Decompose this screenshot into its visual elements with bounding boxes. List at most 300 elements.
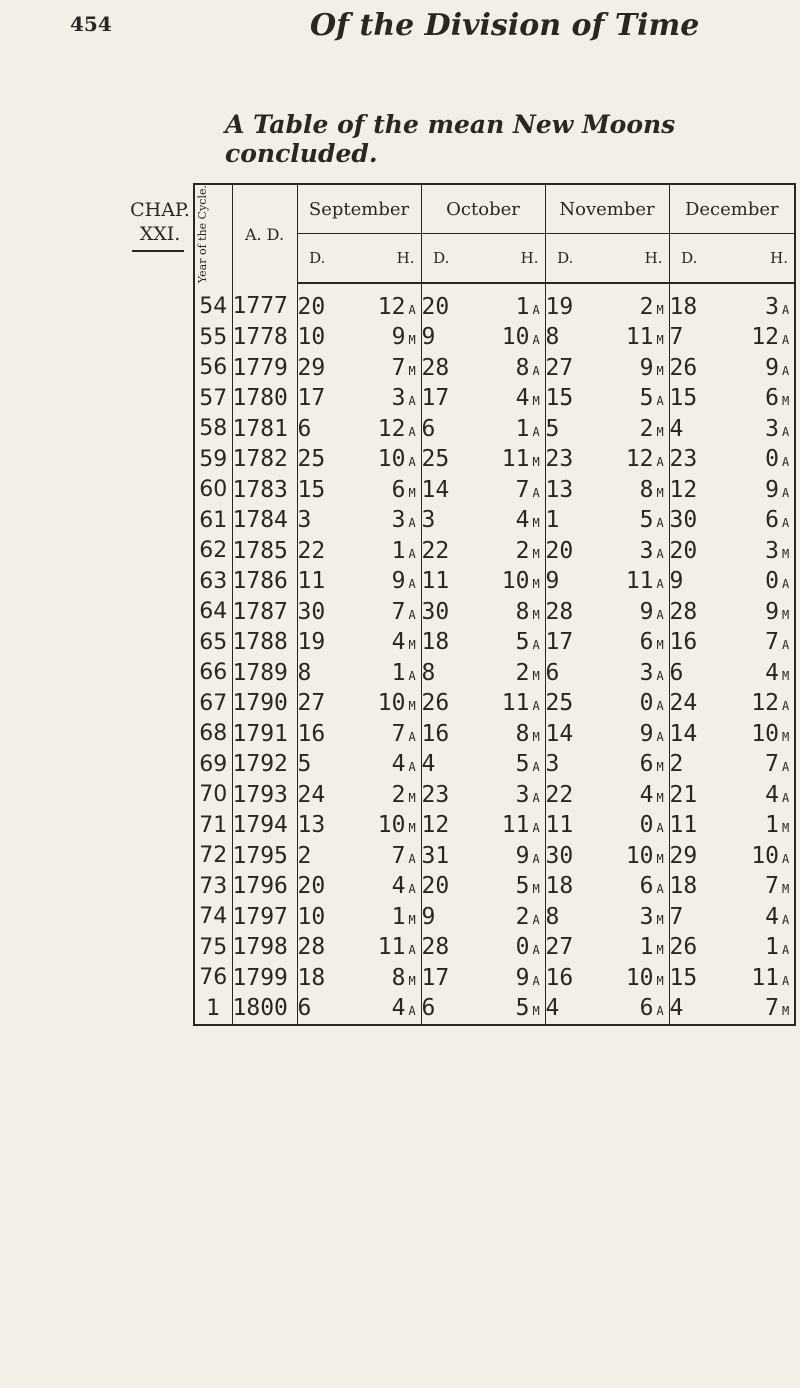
meridiem-marker: A	[532, 333, 540, 348]
hour-cell	[709, 994, 795, 1026]
hour-header: H.	[337, 234, 421, 284]
day-cell: 6	[421, 995, 436, 1022]
hour-value: 6	[639, 995, 654, 1022]
day-cell: 10	[297, 903, 326, 930]
hour-value: 9	[515, 842, 530, 869]
hour-cell	[461, 283, 545, 323]
day-cell: 26	[669, 934, 698, 961]
meridiem-marker: M	[408, 638, 416, 653]
day-cell: 14	[545, 720, 574, 747]
meridiem-marker: A	[532, 790, 540, 805]
hour-value: 4	[391, 751, 406, 778]
hour-value: 0	[765, 446, 780, 473]
day-cell: 17	[545, 629, 574, 656]
hour-value: 2	[391, 781, 406, 808]
meridiem-marker: A	[656, 546, 664, 561]
ad-year-cell: 1789	[232, 658, 297, 689]
table-row	[194, 384, 795, 415]
meridiem-marker: A	[782, 912, 790, 927]
day-cell: 12	[421, 812, 450, 839]
hour-value: 4	[765, 659, 780, 686]
hour-cell	[585, 689, 669, 720]
hour-value: 11	[501, 812, 530, 839]
hour-value: 1	[391, 903, 406, 930]
cycle-year-cell: 74	[194, 902, 232, 933]
hour-cell	[337, 933, 421, 964]
hour-value: 1	[391, 659, 406, 686]
day-header: D.	[669, 234, 709, 284]
hour-cell	[709, 811, 795, 842]
table-row	[194, 283, 795, 323]
table-row	[194, 902, 795, 933]
hour-cell	[709, 536, 795, 567]
meridiem-marker: M	[532, 882, 540, 897]
ad-year-cell: 1796	[232, 872, 297, 903]
day-cell: 23	[421, 781, 450, 808]
hour-value: 4	[765, 781, 780, 808]
hour-cell	[337, 283, 421, 323]
ad-year-cell: 1799	[232, 963, 297, 994]
day-cell: 6	[669, 659, 684, 686]
hour-cell	[337, 353, 421, 384]
hour-value: 11	[625, 324, 654, 351]
cycle-year-cell: 73	[194, 872, 232, 903]
day-cell: 18	[545, 873, 574, 900]
table-row	[194, 872, 795, 903]
day-cell: 11	[545, 812, 574, 839]
ad-header: A. D.	[232, 184, 297, 283]
hour-cell	[461, 841, 545, 872]
hour-cell	[337, 384, 421, 415]
hour-value: 11	[625, 568, 654, 595]
hour-value: 9	[515, 964, 530, 991]
hour-value: 10	[377, 812, 406, 839]
meridiem-marker: M	[408, 821, 416, 836]
meridiem-marker: A	[656, 882, 664, 897]
meridiem-marker: A	[782, 943, 790, 958]
ad-year-cell: 1780	[232, 384, 297, 415]
meridiem-marker: A	[408, 577, 416, 592]
cycle-year-cell: 65	[194, 628, 232, 659]
hour-value: 5	[515, 629, 530, 656]
hour-value: 2	[515, 537, 530, 564]
day-cell: 15	[669, 385, 698, 412]
meridiem-marker: M	[656, 760, 664, 775]
ad-year-cell: 1791	[232, 719, 297, 750]
meridiem-marker: A	[782, 333, 790, 348]
meridiem-marker: M	[532, 668, 540, 683]
meridiem-marker: A	[782, 973, 790, 988]
hour-value: 7	[765, 995, 780, 1022]
ad-year-cell: 1790	[232, 689, 297, 720]
meridiem-marker: A	[782, 516, 790, 531]
ad-year-cell: 1795	[232, 841, 297, 872]
day-cell: 27	[545, 934, 574, 961]
hour-value: 10	[377, 446, 406, 473]
hour-value: 10	[751, 842, 780, 869]
day-cell: 16	[545, 964, 574, 991]
day-cell: 15	[545, 385, 574, 412]
month-header-september: September	[297, 184, 421, 234]
meridiem-marker: A	[656, 699, 664, 714]
hour-cell	[461, 384, 545, 415]
hour-cell	[585, 506, 669, 537]
meridiem-marker: M	[656, 485, 664, 500]
hour-cell	[709, 567, 795, 598]
hour-value: 4	[391, 995, 406, 1022]
day-cell: 9	[421, 324, 436, 351]
hour-cell	[585, 445, 669, 476]
day-cell: 10	[297, 324, 326, 351]
hour-value: 3	[639, 903, 654, 930]
day-cell: 18	[669, 293, 698, 320]
hour-cell	[337, 872, 421, 903]
hour-value: 4	[391, 629, 406, 656]
meridiem-marker: A	[532, 912, 540, 927]
day-cell: 27	[297, 690, 326, 717]
hour-cell	[585, 384, 669, 415]
meridiem-marker: M	[656, 638, 664, 653]
hour-value: 7	[391, 720, 406, 747]
meridiem-marker: A	[656, 1004, 664, 1019]
meridiem-marker: M	[408, 973, 416, 988]
meridiem-marker: A	[782, 699, 790, 714]
day-cell: 25	[297, 446, 326, 473]
hour-value: 7	[515, 476, 530, 503]
day-cell: 22	[421, 537, 450, 564]
meridiem-marker: A	[408, 760, 416, 775]
day-cell: 21	[669, 781, 698, 808]
hour-cell	[709, 628, 795, 659]
hour-value: 10	[501, 324, 530, 351]
day-cell: 19	[297, 629, 326, 656]
hour-value: 4	[515, 507, 530, 534]
hour-value: 8	[515, 598, 530, 625]
meridiem-marker: A	[408, 455, 416, 470]
hour-value: 3	[391, 507, 406, 534]
meridiem-marker: M	[656, 943, 664, 958]
cycle-year-cell: 67	[194, 689, 232, 720]
chapter-rule	[132, 250, 184, 252]
hour-value: 9	[765, 476, 780, 503]
ad-year-cell: 1798	[232, 933, 297, 964]
meridiem-marker: M	[532, 1004, 540, 1019]
meridiem-marker: A	[656, 821, 664, 836]
day-cell: 20	[297, 873, 326, 900]
day-cell: 20	[421, 293, 450, 320]
hour-cell	[585, 750, 669, 781]
meridiem-marker: M	[656, 333, 664, 348]
hour-cell	[585, 658, 669, 689]
meridiem-marker: A	[782, 638, 790, 653]
day-cell: 23	[545, 446, 574, 473]
hour-cell	[337, 994, 421, 1026]
hour-value: 0	[639, 690, 654, 717]
meridiem-marker: A	[408, 1004, 416, 1019]
hour-cell	[585, 780, 669, 811]
hour-cell	[461, 689, 545, 720]
hour-value: 6	[639, 629, 654, 656]
day-cell: 15	[297, 476, 326, 503]
hour-cell	[585, 719, 669, 750]
meridiem-marker: A	[408, 302, 416, 317]
day-cell: 2	[297, 842, 312, 869]
ad-year-cell: 1787	[232, 597, 297, 628]
meridiem-marker: A	[408, 394, 416, 409]
new-moons-table	[193, 183, 796, 1026]
meridiem-marker: M	[782, 882, 790, 897]
hour-cell	[585, 475, 669, 506]
table-row	[194, 475, 795, 506]
hour-cell	[461, 963, 545, 994]
hour-value: 8	[391, 964, 406, 991]
hour-cell	[709, 963, 795, 994]
hour-value: 9	[639, 720, 654, 747]
day-header: D.	[297, 234, 337, 284]
day-cell: 16	[297, 720, 326, 747]
table-row	[194, 994, 795, 1026]
hour-cell	[585, 414, 669, 445]
day-cell: 17	[297, 385, 326, 412]
hour-cell	[461, 475, 545, 506]
hour-cell	[337, 597, 421, 628]
day-cell: 30	[669, 507, 698, 534]
day-cell: 24	[669, 690, 698, 717]
day-cell: 18	[297, 964, 326, 991]
day-cell: 30	[297, 598, 326, 625]
table-row	[194, 719, 795, 750]
hour-value: 0	[765, 568, 780, 595]
day-cell: 1	[545, 507, 560, 534]
running-title: Of the Division of Time	[310, 8, 700, 43]
hour-cell	[709, 597, 795, 628]
meridiem-marker: A	[782, 760, 790, 775]
hour-cell	[337, 628, 421, 659]
cycle-year-cell: 72	[194, 841, 232, 872]
hour-cell	[585, 536, 669, 567]
day-cell: 20	[421, 873, 450, 900]
day-cell: 19	[545, 293, 574, 320]
hour-cell	[709, 719, 795, 750]
hour-cell	[461, 750, 545, 781]
hour-value: 0	[639, 812, 654, 839]
meridiem-marker: A	[408, 943, 416, 958]
hour-value: 5	[515, 873, 530, 900]
chapter-number: XXI.	[139, 223, 181, 245]
day-cell: 20	[297, 293, 326, 320]
meridiem-marker: A	[532, 485, 540, 500]
table-row	[194, 536, 795, 567]
meridiem-marker: A	[408, 668, 416, 683]
hour-value: 2	[515, 903, 530, 930]
ad-year-cell: 1786	[232, 567, 297, 598]
hour-cell	[337, 567, 421, 598]
day-header: D.	[545, 234, 585, 284]
day-cell: 29	[297, 354, 326, 381]
hour-cell	[585, 597, 669, 628]
hour-value: 4	[515, 385, 530, 412]
meridiem-marker: M	[656, 424, 664, 439]
meridiem-marker: A	[532, 821, 540, 836]
meridiem-marker: A	[532, 851, 540, 866]
hour-value: 12	[377, 293, 406, 320]
hour-cell	[461, 414, 545, 445]
hour-value: 3	[765, 293, 780, 320]
day-cell: 12	[669, 476, 698, 503]
hour-value: 9	[765, 598, 780, 625]
day-cell: 27	[545, 354, 574, 381]
meridiem-marker: M	[782, 607, 790, 622]
meridiem-marker: A	[656, 394, 664, 409]
hour-value: 3	[515, 781, 530, 808]
meridiem-marker: M	[408, 333, 416, 348]
hour-value: 4	[765, 903, 780, 930]
meridiem-marker: M	[532, 577, 540, 592]
day-cell: 25	[421, 446, 450, 473]
hour-value: 11	[501, 446, 530, 473]
table-row	[194, 780, 795, 811]
day-header: D.	[421, 234, 461, 284]
hour-value: 6	[391, 476, 406, 503]
day-cell: 8	[421, 659, 436, 686]
hour-cell	[585, 872, 669, 903]
hour-cell	[709, 689, 795, 720]
cycle-year-cell: 58	[194, 414, 232, 445]
day-cell: 9	[421, 903, 436, 930]
hour-value: 1	[765, 812, 780, 839]
hour-value: 12	[751, 690, 780, 717]
meridiem-marker: M	[532, 455, 540, 470]
ad-year-cell: 1781	[232, 414, 297, 445]
day-cell: 29	[669, 842, 698, 869]
ad-year-cell: 1782	[232, 445, 297, 476]
meridiem-marker: A	[408, 882, 416, 897]
chapter-word: CHAP.	[130, 199, 190, 221]
meridiem-marker: M	[408, 912, 416, 927]
day-cell: 14	[421, 476, 450, 503]
meridiem-marker: M	[782, 546, 790, 561]
meridiem-marker: A	[532, 699, 540, 714]
hour-value: 0	[515, 934, 530, 961]
hour-cell	[461, 597, 545, 628]
meridiem-marker: A	[532, 760, 540, 775]
hour-value: 5	[639, 385, 654, 412]
hour-cell	[585, 902, 669, 933]
hour-cell	[709, 841, 795, 872]
hour-cell	[461, 994, 545, 1026]
hour-value: 3	[765, 415, 780, 442]
hour-value: 12	[625, 446, 654, 473]
day-cell: 18	[421, 629, 450, 656]
hour-cell	[709, 323, 795, 354]
cycle-year-cell: 70	[194, 780, 232, 811]
day-cell: 8	[297, 659, 312, 686]
hour-value: 7	[765, 873, 780, 900]
hour-cell	[337, 841, 421, 872]
hour-value: 4	[639, 781, 654, 808]
hour-cell	[709, 506, 795, 537]
ad-year-cell: 1792	[232, 750, 297, 781]
cycle-year-cell: 68	[194, 719, 232, 750]
meridiem-marker: M	[408, 699, 416, 714]
day-cell: 20	[545, 537, 574, 564]
hour-cell	[337, 536, 421, 567]
ad-year-cell: 1800	[232, 994, 297, 1026]
meridiem-marker: M	[782, 729, 790, 744]
hour-cell	[337, 902, 421, 933]
hour-cell	[461, 536, 545, 567]
meridiem-marker: M	[656, 363, 664, 378]
day-cell: 4	[421, 751, 436, 778]
hour-cell	[585, 628, 669, 659]
hour-value: 7	[765, 751, 780, 778]
cycle-year-cell: 64	[194, 597, 232, 628]
day-cell: 6	[545, 659, 560, 686]
hour-value: 7	[391, 598, 406, 625]
day-cell: 7	[669, 324, 684, 351]
meridiem-marker: M	[782, 1004, 790, 1019]
cycle-year-cell: 75	[194, 933, 232, 964]
hour-value: 1	[391, 537, 406, 564]
hour-value: 3	[639, 659, 654, 686]
hour-cell	[585, 933, 669, 964]
hour-cell	[585, 841, 669, 872]
meridiem-marker: M	[656, 302, 664, 317]
hour-cell	[585, 567, 669, 598]
day-cell: 14	[669, 720, 698, 747]
hour-cell	[461, 902, 545, 933]
hour-value: 6	[765, 385, 780, 412]
hour-cell	[337, 323, 421, 354]
hour-value: 6	[639, 873, 654, 900]
day-cell: 11	[421, 568, 450, 595]
day-cell: 24	[297, 781, 326, 808]
page-number: 454	[70, 12, 112, 36]
hour-cell	[337, 445, 421, 476]
day-cell: 22	[297, 537, 326, 564]
meridiem-marker: A	[656, 455, 664, 470]
hour-cell	[709, 658, 795, 689]
day-cell: 4	[669, 415, 684, 442]
cycle-header: Year of the Cycle.	[194, 184, 232, 283]
hour-cell	[461, 658, 545, 689]
meridiem-marker: A	[408, 729, 416, 744]
day-cell: 3	[545, 751, 560, 778]
ad-year-cell: 1794	[232, 811, 297, 842]
cycle-year-cell: 56	[194, 353, 232, 384]
table-row	[194, 445, 795, 476]
hour-cell	[461, 719, 545, 750]
hour-value: 7	[391, 354, 406, 381]
meridiem-marker: A	[532, 302, 540, 317]
ad-year-cell: 1797	[232, 902, 297, 933]
hour-cell	[461, 323, 545, 354]
hour-value: 1	[639, 934, 654, 961]
table-row	[194, 506, 795, 537]
hour-cell	[337, 811, 421, 842]
day-cell: 17	[421, 964, 450, 991]
hour-value: 10	[501, 568, 530, 595]
ad-year-cell: 1785	[232, 536, 297, 567]
hour-header: H.	[709, 234, 795, 284]
hour-value: 5	[639, 507, 654, 534]
day-cell: 25	[545, 690, 574, 717]
meridiem-marker: A	[782, 302, 790, 317]
meridiem-marker: M	[782, 668, 790, 683]
day-cell: 15	[669, 964, 698, 991]
day-cell: 16	[421, 720, 450, 747]
meridiem-marker: M	[656, 973, 664, 988]
